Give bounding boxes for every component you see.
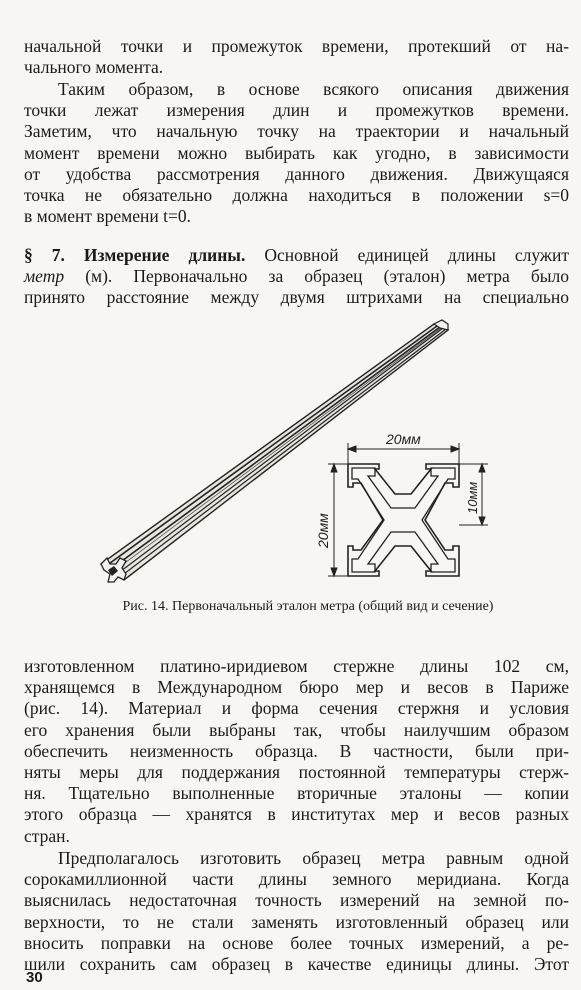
section-text: Основной единицей длины служит <box>245 245 569 265</box>
page-number: 30 <box>26 969 43 986</box>
dimension-lines <box>328 443 488 576</box>
dim-height-label: 20мм <box>315 513 331 548</box>
paragraph-platinum-bar <box>24 656 569 847</box>
dim-flange-label: 10мм <box>465 481 480 514</box>
text-line: момент времени можно выбирать как угодно, в зависимости <box>24 142 569 163</box>
text-line: точка не обязательно должна находиться в положении s=0 <box>24 184 569 205</box>
text-line: выяснилась недостаточная точность измерений на земной по- <box>24 890 569 911</box>
text-line: стран. <box>24 825 70 846</box>
text-line: хранящемся в Международном бюро мер и весов в Париже <box>24 677 569 698</box>
text-line: начальной точки и промежуток времени, протекший от на- <box>24 36 569 56</box>
text-line: в момент времени t=0. <box>24 206 191 227</box>
figure-caption: Рис. 14. Первоначальный эталон метра (общий вид и сечение) <box>122 599 494 614</box>
text-line: этого образца — хранятся в институтах мер и весов разных <box>24 804 569 825</box>
paragraph-summary <box>24 79 569 227</box>
text-line: шили сохранить сам образец в качестве единицы длины. Этот <box>24 953 569 974</box>
text-line: ня. Тщательно выполненные вторичные эталоны — копии <box>24 783 569 804</box>
text-line: вносить поправки на основе более точных измерений, а ре- <box>24 932 569 953</box>
paragraph-meridian <box>24 848 569 975</box>
meter-bar-illustration <box>101 320 448 582</box>
text-line: сорокамиллионной части длины земного меридиана. Когда <box>24 869 569 890</box>
text-line: точки лежат измерения длин и промежутков времени. <box>24 100 569 121</box>
text-line: Предполагалось изготовить образец метра равным одной <box>58 848 569 868</box>
text-line: от удобства рассмотрения данного движения. Движущаяся <box>24 163 569 184</box>
text-line: верхности, то не стали заменять изготовленный образец или <box>24 911 569 932</box>
cross-section-drawing <box>348 464 459 576</box>
text-line <box>24 245 569 266</box>
section-7-paragraph <box>24 245 569 309</box>
figure-meter-standard <box>90 318 560 596</box>
text-line: обеспечить неизменность образца. В частности, были при- <box>24 740 569 761</box>
paragraph-continuation <box>24 36 569 78</box>
text-line: изготовленном платино-иридиевом стержне длины 102 см, <box>24 656 569 676</box>
figure-drawing <box>90 318 560 596</box>
text-line <box>24 266 569 287</box>
text-line: принято расстояние между двумя штрихами на специально <box>24 287 569 308</box>
text-line: его хранения были выбраны так, чтобы наилучшим образом <box>24 719 569 740</box>
text-line: (рис. 14). Материал и форма сечения стержня и условия <box>24 698 569 719</box>
text-line: чального момента. <box>24 57 164 78</box>
term-meter: метр <box>24 266 65 287</box>
dim-width-label: 20мм <box>386 431 421 447</box>
section-heading: § 7. Измерение длины. <box>24 245 246 265</box>
section-text: (м). Первоначально за образец (эталон) метра было <box>64 266 569 287</box>
text-line: Заметим, что начальную точку на траектории и начальный <box>24 121 569 142</box>
text-line: Таким образом, в основе всякого описания движения <box>58 79 569 99</box>
text-line: няты меры для поддержания постоянной температуры стерж- <box>24 761 569 782</box>
